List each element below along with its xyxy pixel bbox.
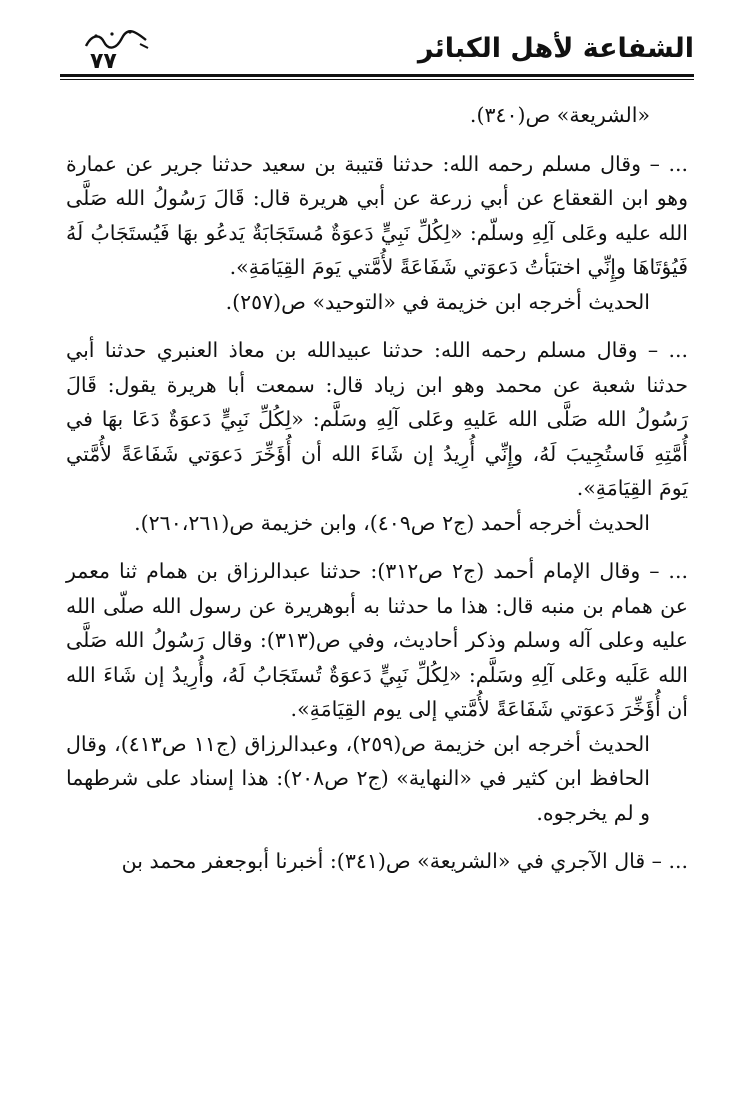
takhrij-line: الحديث أخرجه ابن خزيمة ص(٢٥٩)، وعبدالرزاق (ج١١ ص٤١٣)، وقال الحافظ ابن كثير في «النهاية» (ج٢ ص٢٠٨): هذا إسناد على شرطهما و لم يخرجوه.: [66, 731, 650, 825]
page-number: ٧٧: [84, 50, 123, 74]
hadith-paragraph: ... – وقال الإمام أحمد (ج٢ ص٣١٢): حدثنا عبدالرزاق بن همام ثنا معمر عن همام بن منبه قال: هذا ما حدثنا به أبوهريرة عن رسول الله صلّى الله عليه وعلى آله وسلم وذكر أحاديث، وفي ص(٣١٣): وقال رَسُولُ الله صَلَّى الله عَلَيه وعَلى آلِهِ وسَلَّم: «لِكُلِّ نَبِيٍّ دَعوَةٌ تُستَجَابُ لَهُ، وأُرِيدُ إن شَاءَ الله أن أُؤَخِّرَ دَعوَتي شَفَاعَةً لأُمَّتي إلى يوم القِيَامَةِ».: [66, 559, 688, 721]
takhrij-line: الحديث أخرجه ابن خزيمة في «التوحيد» ص(٢٥٧).: [225, 289, 650, 314]
source-line: «الشريعة» ص(٣٤٠).: [469, 103, 650, 127]
page-body: [66, 98, 688, 879]
header-rule-thin: [60, 79, 694, 80]
book-title: الشفاعة لأهل الكبائر: [417, 33, 694, 64]
hadith-paragraph: ... – وقال مسلم رحمه الله: حدثنا عبيدالله بن معاذ العنبري حدثنا أبي حدثنا شعبة عن محمد وهو ابن زياد قال: سمعت أبا هريرة يقول: قَالَ رَسُولُ الله صَلَّى الله عَليهِ وعَلى آلِهِ وسَلَّم: «لِكُلِّ نَبِيٍّ دَعوَةٌ دَعَا بهَا في أُمَّتِهِ فَاستُجِيبَ لَهُ، وإِنِّي أُرِيدُ إن شَاءَ الله أن أُؤَخِّرَ دَعوَتي شَفَاعَةً لأُمَّتي يَومَ القِيَامَةِ».: [66, 338, 688, 500]
running-head: [60, 28, 694, 80]
hadith-paragraph: ... – وقال مسلم رحمه الله: حدثنا قتيبة بن سعيد حدثنا جرير عن عمارة وهو ابن القعقاع عن أبي زرعة عن أبي هريرة قال: قَالَ رَسُولُ الله صَلَّى الله عليه وعَلى آلِهِ وسلّم: «لِكُلِّ نَبِيٍّ دَعوَةٌ مُستَجَابَةٌ يَدعُو بهَا فَيُستَجَابُ لَهُ فَيُؤتَاهَا وإِنِّي اختبَأتُ دَعوَتي شَفَاعَةً لأُمَّتي يَومَ القِيَامَةِ».: [66, 151, 688, 279]
takhrij-line: الحديث أخرجه أحمد (ج٢ ص٤٠٩)، وابن خزيمة ص(٢٦٠،٢٦١).: [134, 510, 650, 535]
header-rule: [60, 74, 694, 77]
hadith-paragraph: ... – قال الآجري في «الشريعة» ص(٣٤١): أخبرنا أبوجعفر محمد بن: [121, 849, 688, 873]
